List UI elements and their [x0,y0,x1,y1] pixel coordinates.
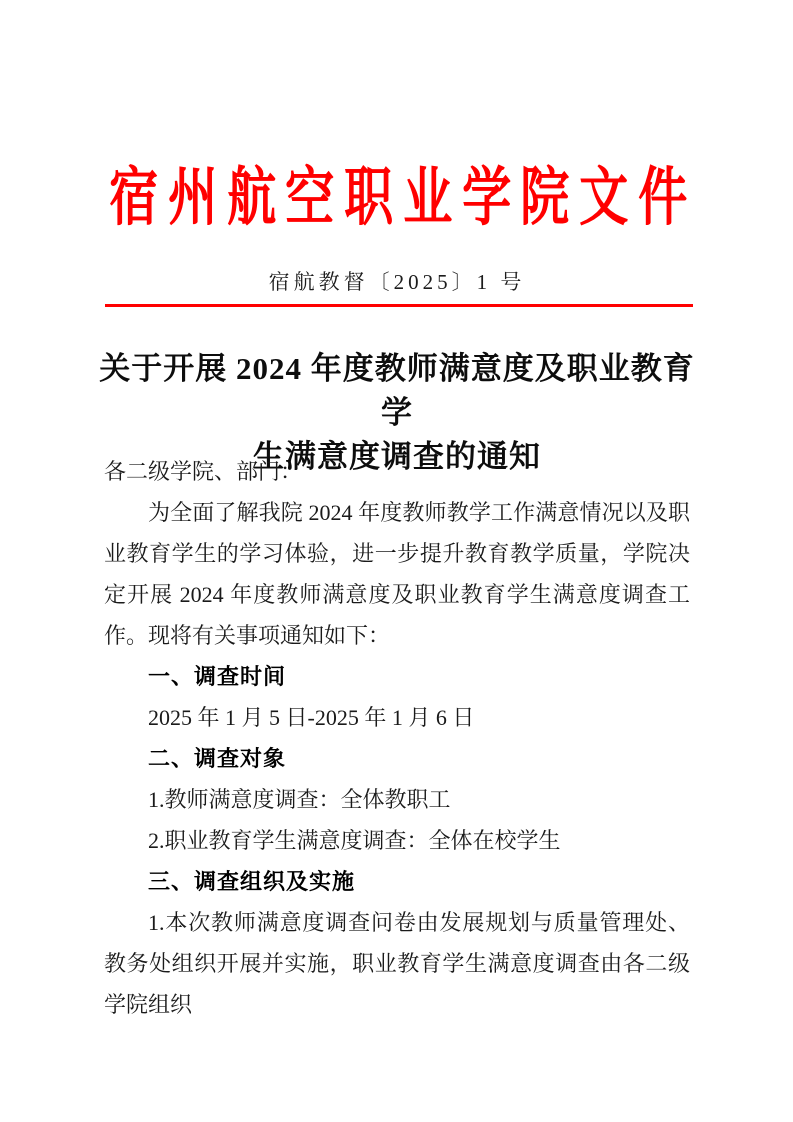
section-2-item-2: 2.职业教育学生满意度调查：全体在校学生 [148,828,561,853]
masthead-char: 文 [579,162,629,233]
page-title-line2: 生满意度调查的通知 [253,439,541,474]
section-1-item-1: 2025 年 1 月 5 日-2025 年 1 月 6 日 [148,705,475,730]
masthead-char: 职 [344,162,394,233]
section-heading-3: 三、调查组织及实施 [148,869,356,894]
masthead-char: 宿 [109,162,159,233]
masthead [104,162,690,233]
page-title-line1: 关于开展 2024 年度教师满意度及职业教育学 [99,351,695,430]
masthead-char: 学 [461,162,511,233]
masthead-char: 业 [402,162,453,233]
masthead-char: 院 [520,162,570,233]
masthead-char: 件 [638,162,688,233]
masthead-char: 州 [167,162,218,233]
masthead-char: 空 [285,162,335,233]
salutation: 各二级学院、部门： [104,459,303,484]
section-2-item-1: 1.教师满意度调查：全体教职工 [148,787,451,812]
masthead-char: 航 [226,162,276,233]
section-heading-2: 二、调查对象 [148,746,287,771]
section-heading-1: 一、调查时间 [148,664,287,689]
document-body [104,451,690,1025]
doc-number: 宿航教督〔2025〕1 号 [268,270,526,294]
intro-paragraph: 为全面了解我院 2024 年度教师教学工作满意情况以及职业教育学生的学习体验，进一步提升教育教学质量，学院决定开展 2024 年度教师满意度及职业教育学生满意度调查工作。现将有关事项通知如下： [104,500,690,648]
red-divider [105,304,693,307]
section-3-item-1: 1.本次教师满意度调查问卷由发展规划与质量管理处、教务处组织开展并实施，职业教育学生满意度调查由各二级学院组织 [104,910,690,1017]
